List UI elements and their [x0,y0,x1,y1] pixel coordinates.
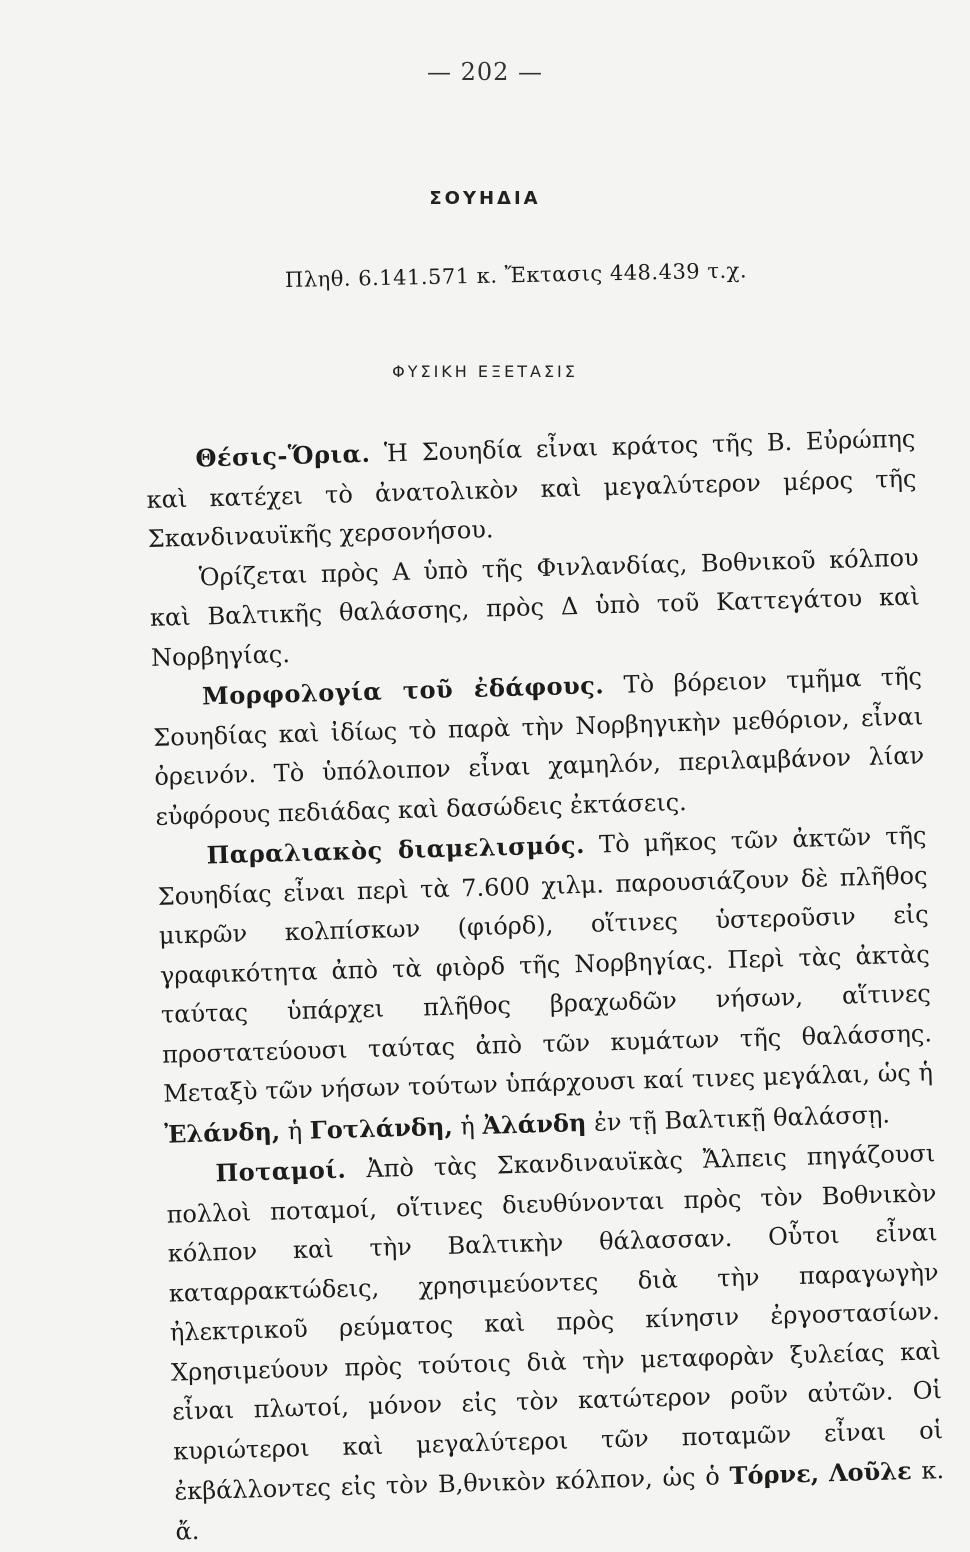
area-label: Ἔκτασις [504,261,603,288]
page-number: — 202 — [426,58,544,86]
morphology-heading: Μορφολογία τοῦ ἐδάφους. [201,670,605,711]
rivers-paragraph [165,1133,946,1551]
borders-paragraph [148,538,921,678]
coast-heading: Παραλιακὸς διαμελισμός. [206,829,586,870]
coast-text-c: ἡ [459,1111,476,1140]
population-label: Πληθ. [284,266,352,292]
morphology-paragraph [152,656,926,836]
morphology-text: Τὸ βόρειον τμῆμα τῆς Σουηδίας καὶ ἰδίως τὸ παρὰ τὴν Νορβηγικὴν μεθόριον, εἶναι ὀρεινόν. Τὸ ὑπόλοιπον εἶναι χαμηλόν, περιλαμβάνον λίαν εὐφόρους πεδιάδας καὶ δασώδεις ἐκτάσεις. [152,662,925,831]
river-loule: Λοῦλε [828,1456,912,1488]
rivers-heading: Ποταμοί. [215,1154,347,1188]
country-stats [285,256,845,292]
coast-paragraph [156,815,935,1154]
position-heading: Θέσις-Ὅρια. [195,438,371,473]
section-subtitle: ΦΥΣΙΚΗ ΕΞΕΤΑΣΙΣ [392,362,578,381]
borders-text: Ὁρίζεται πρὸς Α ὑπὸ τῆς Φινλανδίας, Βοθνικοῦ κόλπου καὶ Βαλτικῆς θαλάσσης, πρὸς Δ ὑπὸ τοῦ Καττεγάτου καὶ Νορβηγίας. [149,542,921,672]
rivers-text-b: κ. ἄ. [175,1456,945,1546]
coast-text-b: ἡ [287,1116,303,1145]
page-title: ΣΟΥΗΔΙΑ [429,188,541,209]
population-value: 6.141.571 κ. [357,263,498,291]
position-text: Ἡ Σουηδία εἶναι κράτος τῆς Β. Εὐρώπης καὶ κατέχει τὸ ἀνατολικὸν καὶ μεγαλύτερον μέρος τῆς Σκανδιναυϊκῆς χερσονήσου. [146,424,917,553]
river-torne: Τόρνε, [729,1458,820,1491]
area-value: 448.439 τ.χ. [609,258,748,286]
position-paragraph [145,419,918,560]
coast-text: Τὸ μῆκος τῶν ἀκτῶν τῆς Σουηδίας εἶναι περὶ τὰ 7.600 χιλμ. παρουσιάζουν δὲ πλῆθος μικρῶν κολπίσκων (φιόρδ), οἵτινες ὑστεροῦσιν εἰς γραφικότητα ἀπὸ τὰ φιὸρδ τῆς Νορβηγίας. Περὶ τὰς ἀκτὰς ταύτας ὑπάρχει πλῆθος βραχωδῶν νήσων, αἵτινες προστατεύουσι ταύτας ἀπὸ τῶν κυμάτων τῆς θαλάσσης. Μεταξὺ τῶν νήσων τούτων ὑπάρχουσι καί τινες μεγάλαι, ὡς ἡ [157,821,934,1108]
coast-text-d: ἐν τῇ Βαλτικῇ θαλάσσῃ. [593,1099,891,1137]
body-text [145,419,946,1552]
island-gotlandi: Γοτλάνδη, [309,1111,454,1145]
island-alandi: Ἀλάνδη [481,1107,587,1140]
rivers-text: Ἀπὸ τὰς Σκανδιναυϊκὰς Ἄλπεις πηγάζουσι πολλοὶ ποταμοί, οἵτινες διευθύνονται πρὸς τὸν Βοθνικὸν κόλπον καὶ τὴν Βαλτικὴν θάλασσαν. Οὗτοι εἶναι καταρρακτώδεις, χρησιμεύοντες διὰ τὴν παραγωγὴν ἠλεκτρικοῦ ρεύματος καὶ πρὸς κίνησιν ἐργοστασίων. Χρησιμεύουν πρὸς τούτοις διὰ τὴν μεταφορὰν ξυλείας καὶ εἶναι πλωτοί, μόνον εἰς τὸν κατώτερον ροῦν αὐτῶν. Οἱ κυριώτεροι καὶ μεγαλύτεροι τῶν ποταμῶν εἶναι οἱ ἐκβάλλοντες εἰς τὸν Β,θνικὸν κόλπον, ὡς ὁ [166,1139,944,1506]
island-elandi: Ἐλάνδη, [163,1116,281,1149]
